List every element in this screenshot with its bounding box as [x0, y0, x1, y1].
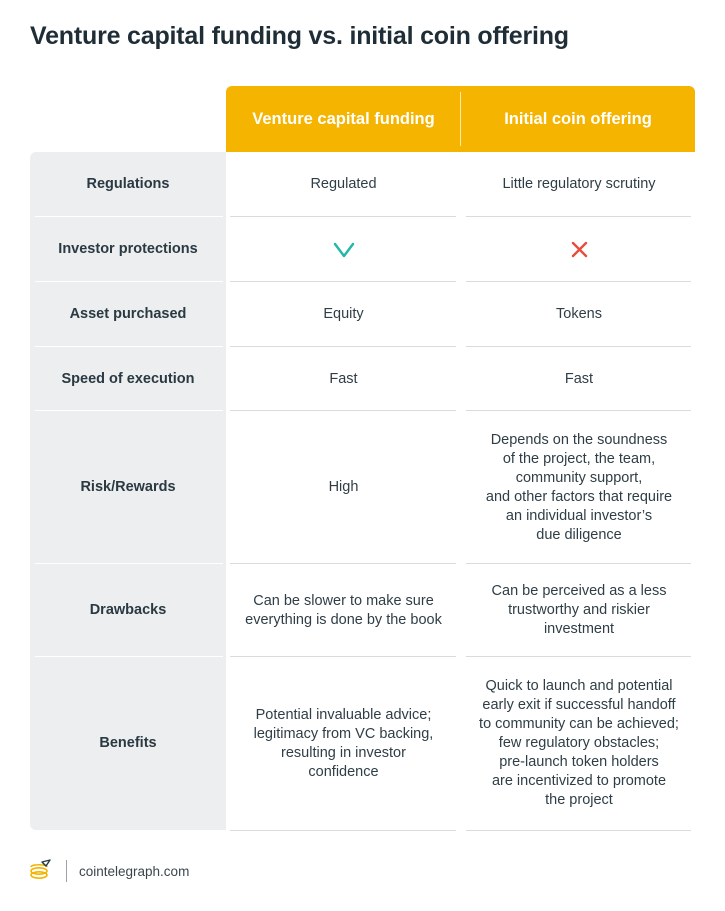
row-label: Asset purchased [69, 306, 187, 322]
row-separator [35, 346, 223, 347]
row-separator [35, 216, 223, 217]
table-row [30, 152, 692, 217]
table-header [226, 86, 695, 152]
cointelegraph-logo-icon [28, 859, 52, 883]
row-separator [466, 410, 691, 411]
row-label: Investor protections [58, 241, 198, 257]
row-separator [230, 216, 456, 217]
row-label: Regulations [86, 176, 170, 192]
row-label: Speed of execution [61, 370, 195, 387]
check-icon [333, 241, 355, 259]
footer-divider [66, 860, 67, 882]
page-title: Venture capital funding vs. initial coin offering [30, 22, 569, 50]
ico-value [466, 217, 692, 282]
vc-value [230, 217, 457, 282]
row-separator [35, 656, 223, 657]
table-row [30, 657, 692, 830]
table-row [30, 217, 692, 282]
vc-value: Fast [329, 370, 358, 387]
row-separator [466, 216, 691, 217]
table-row [30, 411, 692, 564]
row-label: Risk/Rewards [80, 479, 176, 495]
row-separator [466, 656, 691, 657]
row-separator [230, 410, 456, 411]
ico-value: Quick to launch and potential early exit if successful handoff to community can be achieved; few regulatory obstacles; pre-launch token holders are incentivized to promote the project [479, 678, 679, 808]
vc-value: Equity [323, 306, 364, 322]
table-row [30, 347, 692, 411]
row-separator [466, 563, 691, 564]
table-row [30, 282, 692, 347]
vc-value: Potential invaluable advice; legitimacy from VC backing, resulting in investor confidence [253, 706, 434, 780]
table-row [30, 564, 692, 657]
row-separator [35, 281, 223, 282]
row-separator [466, 281, 691, 282]
vc-value: Regulated [310, 176, 377, 192]
row-label: Drawbacks [89, 602, 167, 618]
cross-icon [571, 241, 588, 258]
vc-value: High [328, 479, 359, 495]
header-ico: Initial coin offering [504, 109, 652, 128]
footer [28, 858, 189, 884]
row-separator [35, 410, 223, 411]
vc-value: Can be slower to make sure everything is done by the book [245, 592, 442, 628]
row-separator [35, 563, 223, 564]
ico-value: Can be perceived as a less trustworthy and riskier investment [491, 583, 667, 637]
ico-value: Depends on the soundness of the project, the team, community support, and other factors that require an individual investor’s due diligence [485, 431, 673, 543]
ico-value: Fast [564, 370, 594, 387]
row-separator [466, 830, 691, 831]
header-vc: Venture capital funding [252, 109, 435, 128]
row-separator [230, 830, 456, 831]
ico-value: Tokens [556, 306, 602, 322]
row-label: Benefits [99, 735, 157, 751]
row-separator [230, 563, 456, 564]
row-separator [466, 346, 691, 347]
row-separator [230, 346, 456, 347]
ico-value: Little regulatory scrutiny [502, 176, 656, 192]
site-link[interactable]: cointelegraph.com [79, 863, 190, 879]
row-separator [230, 281, 456, 282]
row-separator [230, 656, 456, 657]
